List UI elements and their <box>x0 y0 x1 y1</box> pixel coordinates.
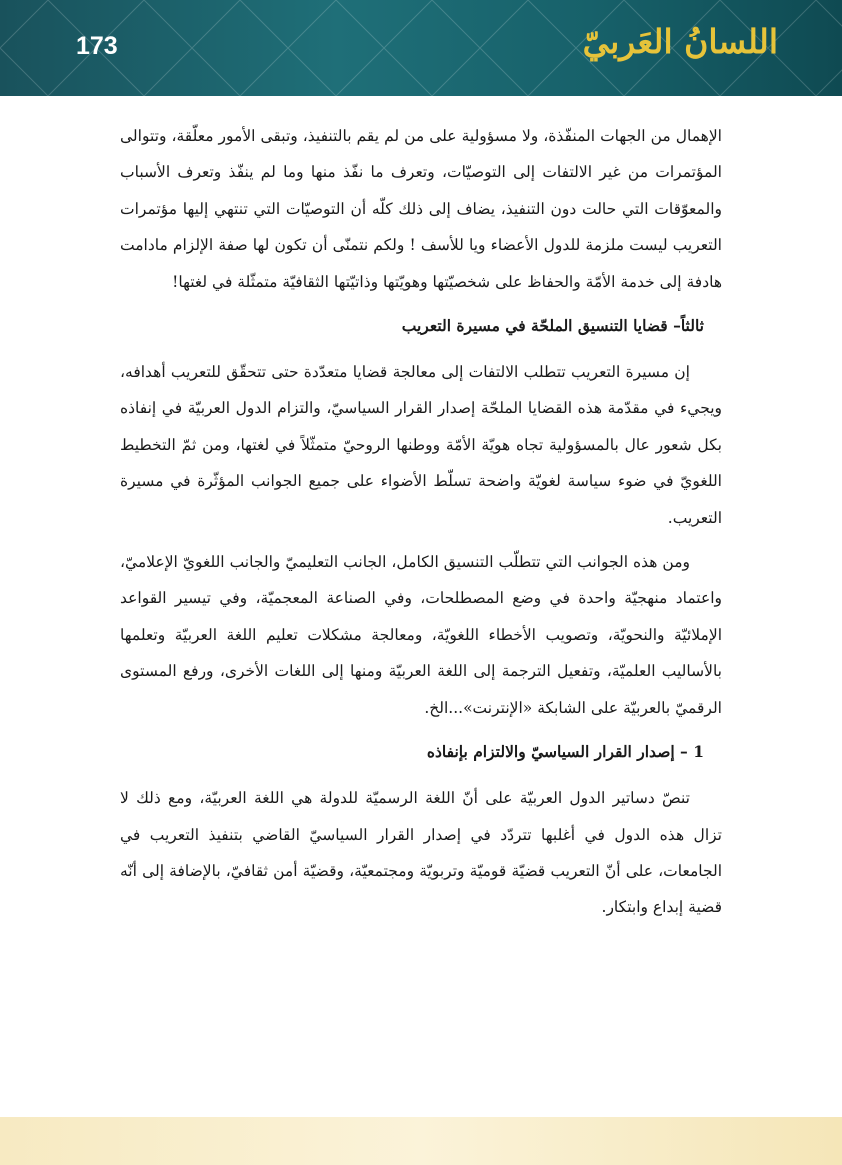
paragraph-arabization-path: إن مسيرة التعريب تتطلب الالتفات إلى معالجة قضايا متعدّدة حتى تتحقّق للتعريب أهدافه، ويجيء في مقدّمة هذه القضايا الملحّة إصدار القرار السياسيّ، والتزام الدول العربيّة في إنفاذه بكل شعور عال بالمسؤولية تجاه هويّة الأمّة ووطنها الروحيّ متمثّلاً في لغتها، ومن ثمّ التخطيط اللغويّ في ضوء سياسة لغويّة واضحة تسلّط الأضواء على جميع الجوانب المؤثّرة في مسيرة التعريب. <box>120 363 722 527</box>
paragraph-coordination-aspects: ومن هذه الجوانب التي تتطلّب التنسيق الكامل، الجانب التعليميّ والجانب اللغويّ الإعلاميّ، واعتماد منهجيّة واحدة في وضع المصطلحات، وفي الصناعة المعجميّة، وفي تيسير القواعد الإملائيّة والنحويّة، وتصويب الأخطاء اللغويّة، ومعالجة مشكلات تعليم اللغة العربيّة وتعلمها بالأساليب العلميّة، وتفعيل الترجمة إلى اللغة العربيّة ومنها إلى اللغات الأخرى، ورفع المستوى الرقميّ بالعربيّة على الشابكة «الإنترنت»...الخ. <box>120 553 722 717</box>
paragraph-continuation: الإهمال من الجهات المنفّذة، ولا مسؤولية على من لم يقم بالتنفيذ، وتبقى الأمور معلّقة، وتتوالى المؤتمرات من غير الالتفات إلى التوصيّات، وتعرف ما نفّذ منها وما لم ينفّذ وتعرف الأسباب والمعوّقات التي حالت دون التنفيذ، يضاف إلى ذلك كلّه أن التوصيّات التي تنتهي إليها مؤتمرات التعريب ليست ملزمة للدول الأعضاء ويا للأسف ! ولكم نتمنّى أن تكون لها صفة الإلزام مادامت هادفة إلى خدمة الأمّة والحفاظ على شخصيّتها وهويّتها وذاتيّتها الثقافيّة متمثّلة في لغتها! <box>120 127 722 291</box>
page-header <box>0 0 842 96</box>
page-number: 173 <box>76 32 118 60</box>
paragraph-political-decision: تنصّ دساتير الدول العربيّة على أنّ اللغة الرسميّة للدولة هي اللغة العربيّة، ومع ذلك لا تزال هذه الدول في أغلبها تتردّد في إصدار القرار السياسيّ القاضي بتنفيذ التعريب في الجامعات، على أنّ التعريب قضيّة قوميّة وتربويّة ومجتمعيّة، وقضيّة أمن ثقافيّ، بالإضافة إلى أنّه قضية إبداع وابتكار. <box>120 789 722 917</box>
journal-logo: اللسانُ العَربيّ <box>582 22 778 61</box>
page-footer-band <box>0 1117 842 1165</box>
subsection-heading-1: 1 – إصدار القرار السياسيّ والالتزام بإنفاذه <box>426 742 704 762</box>
section-heading-third: ثالثاً– قضايا التنسيق الملحّة في مسيرة التعريب <box>401 316 704 336</box>
page-content <box>120 118 722 934</box>
